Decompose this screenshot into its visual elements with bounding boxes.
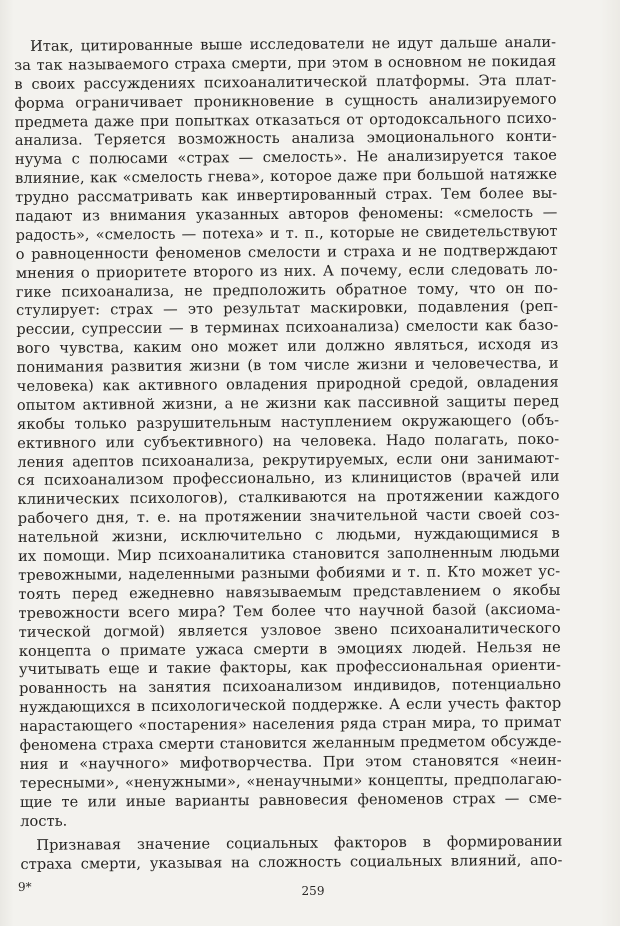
page-number: 259: [301, 884, 325, 898]
text-line: анализа. Теряется возможность анализа эмоционального конти-: [14, 128, 557, 150]
text-line: ся психоанализом профессионально, из клиницистов (врачей или: [17, 468, 560, 490]
text-line: нарастающего «постарения» населения ряда стран мира, то примат: [19, 713, 562, 736]
text-line: вого чувства, каким оно может или должно являться, исходя из: [16, 335, 559, 358]
text-line: тической догмой) является узловое звено психоаналитического: [18, 619, 561, 641]
text-line: форма ограничивает проникновение в сущность анализируемого: [14, 90, 557, 112]
text-line: учитывать еще и такие факторы, как профессиональная ориенти-: [18, 657, 562, 679]
text-line: рабочего дня, т. е. на протяжении значительной части своей соз-: [17, 505, 560, 528]
text-line: рованность на занятия психоанализом индивидов, потенциально: [19, 676, 562, 698]
text-line: стулирует: страх — это результат маскировки, подавления (реп-: [16, 298, 559, 320]
text-line: их помощи. Мир психоаналитика становится заполненным людьми: [18, 543, 561, 566]
text-line: тересными», «ненужными», «ненаучными» концепты, предполагаю-: [19, 770, 562, 792]
text-line: падают из внимания указанных авторов феномены: «смелость —: [15, 203, 558, 226]
paragraph: [20, 833, 562, 875]
text-line: радость», «смелость — потеха» и т. п., которые не свидетельствуют: [15, 222, 558, 244]
paragraph: [14, 34, 562, 832]
text-line: тревожными, наделенными разными фобиями и т. п. Кто может ус-: [18, 562, 561, 584]
body-text: [14, 34, 563, 875]
text-line: концепта о примате ужаса смерти в эмоциях людей. Нельзя не: [18, 638, 561, 660]
text-line: лость.: [20, 812, 68, 830]
text-line: клинических психологов), сталкиваются на протяжении каждого: [17, 487, 560, 509]
text-line: в своих рассуждениях психоаналитической платформы. Эта плат-: [14, 71, 557, 93]
text-line: мнения о приоритете второго из них. А почему, если следовать ло-: [15, 260, 558, 282]
text-line: опытом активной жизни, а не жизни как пассивной защиты перед: [16, 392, 559, 414]
text-line: ления адептов психоанализа, рекрутируемых, если они занимают-: [17, 449, 560, 471]
text-line: тревожности всего мира? Тем более что научной базой (аксиома-: [18, 600, 561, 622]
text-line: гике психоанализа, не предположить обратное тому, что он по-: [15, 279, 559, 301]
text-line: нуума с полюсами «страх — смелость». Не анализируется такое: [14, 147, 558, 169]
text-line: ективного или субъективного) на человека. Надо полагать, поко-: [17, 430, 560, 452]
text-line: понимания развития жизни (в том числе жизни и человечества, и: [16, 354, 559, 377]
text-line: о равноценности феноменов смелости и страха и не подтверждают: [15, 241, 558, 263]
text-line: Признавая значение социальных факторов в формировании: [36, 833, 563, 855]
text-line: тоять перед ежедневно навязываемым представлением о якобы: [18, 581, 561, 603]
text-line: трудно рассматривать как инвертированный страх. Тем более вы-: [15, 184, 558, 207]
text-line: щие те или иные варианты равновесия феноменов страх — сме-: [19, 789, 563, 811]
text-line: феномена страха смерти становится желанным предметом обсужде-: [19, 732, 562, 754]
text-line: якобы только разрушительным наступлением окружающего (объ-: [16, 411, 560, 433]
text-line: за так называемого страха смерти, при этом в основном не покидая: [14, 52, 557, 74]
text-line: страха смерти, указывая на сложность социальных влияний, апо-: [20, 852, 563, 874]
text-line: человека) как активного овладения природной средой, овладения: [16, 373, 559, 396]
text-line: рессии, супрессии — в терминах психоанализа) смелости как базо-: [16, 317, 559, 339]
text-line: нательной жизни, исключительно с людьми, нуждающимися в: [17, 524, 560, 547]
text-line: предмета даже при попытках отказаться от ортодоксального психо-: [14, 109, 557, 131]
text-line: нуждающихся в психологической поддержке. А если учесть фактор: [19, 694, 562, 717]
text-line: влияние, как «смелость гнева», которое даже при большой натяжке: [15, 165, 558, 188]
text-line: ния и «научного» мифотворчества. При этом становятся «неин-: [19, 751, 562, 773]
text-line: Итак, цитированные выше исследователи не идут дальше анали-: [29, 33, 557, 55]
signature-mark: 9*: [17, 879, 32, 895]
